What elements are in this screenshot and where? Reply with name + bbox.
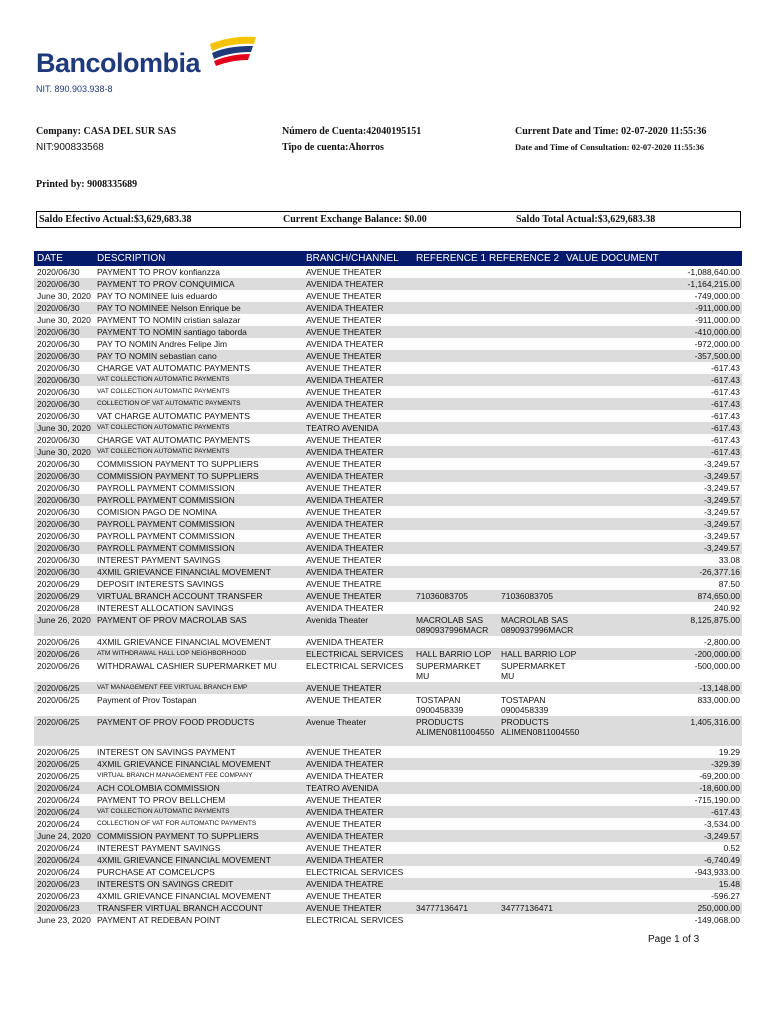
cell-branch: AVENUE THEATER	[306, 819, 382, 829]
cell-branch: Avenue Theater	[306, 717, 367, 727]
cell-value: -617.43	[711, 375, 740, 385]
cell-date: 2020/06/29	[37, 591, 80, 601]
cell-reference-1: TOSTAPAN 0900458339	[416, 695, 464, 715]
cell-description: INTEREST ON SAVINGS PAYMENT	[97, 747, 236, 757]
table-row	[34, 518, 742, 530]
cell-description: INTEREST ALLOCATION SAVINGS	[97, 603, 234, 613]
cell-date: 2020/06/30	[37, 387, 80, 397]
cell-reference-2: PRODUCTS ALIMEN0811004550	[501, 717, 580, 737]
cell-value: -617.43	[711, 447, 740, 457]
table-row	[34, 290, 742, 302]
cell-value: -18,600.00	[699, 783, 740, 793]
cell-branch: AVENIDA THEATER	[306, 831, 384, 841]
cell-branch: AVENUE THEATER	[306, 843, 382, 853]
cell-value: -3,249.57	[704, 519, 740, 529]
cell-value: -3,249.57	[704, 483, 740, 493]
cell-value: -357,500.00	[694, 351, 740, 361]
cell-date: 2020/06/23	[37, 891, 80, 901]
cell-date: June 26, 2020	[37, 615, 91, 625]
cell-date: 2020/06/30	[37, 519, 80, 529]
brand-name: Bancolombia	[36, 48, 201, 78]
cell-value: -972,000.00	[694, 339, 740, 349]
cell-description: 4XMIL GRIEVANCE FINANCIAL MOVEMENT	[97, 855, 271, 865]
cell-reference-2: TOSTAPAN 0900458339	[501, 695, 549, 715]
cell-reference-2: 71036083705	[501, 591, 554, 601]
cell-description: INTEREST PAYMENT SAVINGS	[97, 843, 221, 853]
cell-date: 2020/06/30	[37, 375, 80, 385]
cell-date: 2020/06/24	[37, 819, 80, 829]
cell-value: -3,249.57	[704, 531, 740, 541]
cell-branch: AVENIDA THEATER	[306, 471, 384, 481]
col-description: DESCRIPTION	[97, 253, 166, 264]
cell-branch: ELECTRICAL SERVICES	[306, 661, 404, 671]
cell-value: -3,249.57	[704, 471, 740, 481]
cell-value: -596.27	[711, 891, 740, 901]
account-type: Tipo de cuenta:Ahorros	[282, 142, 384, 153]
cell-description: VAT COLLECTION AUTOMATIC PAYMENTS	[97, 376, 230, 383]
cell-description: COLLECTION OF VAT AUTOMATIC PAYMENTS	[97, 400, 241, 407]
table-row	[34, 422, 742, 434]
cell-date: 2020/06/30	[37, 531, 80, 541]
cell-value: -617.43	[711, 387, 740, 397]
cell-description: ATM WITHDRAWAL HALL LOP NEIGHBORHOOD	[97, 650, 247, 657]
cell-date: 2020/06/24	[37, 783, 80, 793]
cell-description: PAY TO NOMIN Andres Felipe Jim	[97, 339, 228, 349]
cell-date: 2020/06/25	[37, 747, 80, 757]
cell-date: 2020/06/25	[37, 695, 80, 705]
cell-date: 2020/06/25	[37, 771, 80, 781]
cell-description: INTERESTS ON SAVINGS CREDIT	[97, 879, 234, 889]
consultation-datetime: Date and Time of Consultation: 02-07-2020 11:55:36	[515, 142, 705, 152]
cell-branch: TEATRO AVENIDA	[306, 783, 379, 793]
cell-branch: AVENUE THEATER	[306, 315, 382, 325]
table-row	[34, 554, 742, 566]
cell-branch: ELECTRICAL SERVICES	[306, 915, 404, 925]
cell-value: -3,249.57	[704, 831, 740, 841]
printed-by: Printed by: 9008335689	[36, 179, 138, 190]
cell-description: CHARGE VAT AUTOMATIC PAYMENTS	[97, 435, 250, 445]
cell-date: 2020/06/28	[37, 603, 80, 613]
cell-branch: AVENUE THEATER	[306, 387, 382, 397]
table-row	[34, 494, 742, 506]
cell-branch: AVENIDA THEATER	[306, 855, 384, 865]
cell-date: 2020/06/30	[37, 303, 80, 313]
cell-value: -3,249.57	[704, 459, 740, 469]
cell-date: 2020/06/30	[37, 435, 80, 445]
cell-date: 2020/06/30	[37, 399, 80, 409]
cell-description: PAYMENT TO NOMIN cristian salazar	[97, 315, 241, 325]
cell-date: 2020/06/30	[37, 459, 80, 469]
cell-description: PAYROLL PAYMENT COMMISSION	[97, 531, 235, 541]
col-value: VALUE	[566, 253, 599, 264]
table-row	[34, 818, 742, 830]
table-row	[34, 446, 742, 458]
table-row	[34, 614, 742, 636]
cell-date: 2020/06/24	[37, 807, 80, 817]
table-row	[34, 482, 742, 494]
cell-value: 874,650.00	[697, 591, 740, 601]
table-row	[34, 878, 742, 890]
cell-branch: AVENUE THEATER	[306, 747, 382, 757]
bank-nit: NIT. 890.903.938-8	[36, 84, 113, 94]
table-row	[34, 806, 742, 818]
cell-date: 2020/06/24	[37, 855, 80, 865]
table-row	[34, 758, 742, 770]
cell-branch: AVENUE THEATRE	[306, 579, 382, 589]
cell-reference-2: SUPERMARKET MU	[501, 661, 566, 681]
cell-description: PAYMENT TO PROV BELLCHEM	[97, 795, 226, 805]
cell-value: -69,200.00	[699, 771, 740, 781]
cell-description: VAT COLLECTION AUTOMATIC PAYMENTS	[97, 424, 230, 431]
cell-reference-2: HALL BARRIO LOP	[501, 649, 577, 659]
cell-description: VIRTUAL BRANCH MANAGEMENT FEE COMPANY	[97, 772, 253, 779]
cell-branch: AVENUE THEATER	[306, 483, 382, 493]
company-name: Company: CASA DEL SUR SAS	[36, 126, 177, 137]
table-row	[34, 902, 742, 914]
cell-value: -3,249.57	[704, 495, 740, 505]
cell-date: 2020/06/24	[37, 795, 80, 805]
cell-description: VAT MANAGEMENT FEE VIRTUAL BRANCH EMP	[97, 684, 248, 691]
table-row	[34, 350, 742, 362]
cell-branch: AVENUE THEATER	[306, 891, 382, 901]
cell-description: VIRTUAL BRANCH ACCOUNT TRANSFER	[97, 591, 263, 601]
transactions-table-body	[34, 266, 742, 926]
cell-branch: AVENUE THEATER	[306, 507, 382, 517]
table-row	[34, 782, 742, 794]
cell-branch: AVENIDA THEATER	[306, 807, 384, 817]
cell-description: COMMISSION PAYMENT TO SUPPLIERS	[97, 471, 259, 481]
cell-description: 4XMIL GRIEVANCE FINANCIAL MOVEMENT	[97, 637, 271, 647]
cell-branch: AVENIDA THEATER	[306, 339, 384, 349]
cell-date: June 30, 2020	[37, 447, 91, 457]
cell-date: 2020/06/30	[37, 351, 80, 361]
cell-date: 2020/06/30	[37, 495, 80, 505]
table-row	[34, 410, 742, 422]
table-row	[34, 326, 742, 338]
table-row	[34, 530, 742, 542]
cell-value: -911,000.00	[695, 315, 740, 325]
col-date: DATE	[37, 253, 63, 264]
table-row	[34, 660, 742, 682]
cell-date: 2020/06/24	[37, 867, 80, 877]
col-branch: BRANCH/CHANNEL	[306, 253, 399, 264]
cell-reference-1: 34777136471	[416, 903, 469, 913]
cell-description: CHARGE VAT AUTOMATIC PAYMENTS	[97, 363, 250, 373]
cell-date: 2020/06/23	[37, 879, 80, 889]
cell-description: PAYMENT TO PROV CONQUIMICA	[97, 279, 235, 289]
cell-branch: ELECTRICAL SERVICES	[306, 867, 404, 877]
cell-value: -1,164,215.00	[687, 279, 740, 289]
table-row	[34, 386, 742, 398]
cell-branch: AVENIDA THEATER	[306, 375, 384, 385]
cell-value: -617.43	[711, 411, 740, 421]
exchange-balance: Current Exchange Balance: $0.00	[283, 214, 427, 225]
cell-description: COMMISSION PAYMENT TO SUPPLIERS	[97, 831, 259, 841]
cell-description: INTEREST PAYMENT SAVINGS	[97, 555, 221, 565]
cell-date: 2020/06/25	[37, 717, 80, 727]
col-reference-1: REFERENCE 1	[416, 253, 487, 264]
cell-value: -500,000.00	[694, 661, 740, 671]
cell-value: -617.43	[711, 423, 740, 433]
cell-value: -3,534.00	[704, 819, 740, 829]
cell-description: 4XMIL GRIEVANCE FINANCIAL MOVEMENT	[97, 759, 271, 769]
table-row	[34, 506, 742, 518]
current-datetime: Current Date and Time: 02-07-2020 11:55:36	[515, 126, 707, 137]
cell-branch: AVENUE THEATER	[306, 555, 382, 565]
cell-branch: AVENIDA THEATER	[306, 303, 384, 313]
cell-reference-1: MACROLAB SAS 0890937996MACR	[416, 615, 489, 635]
cell-branch: Avenida Theater	[306, 615, 369, 625]
cell-date: 2020/06/26	[37, 637, 80, 647]
cell-branch: AVENUE THEATER	[306, 363, 382, 373]
table-row	[34, 648, 742, 660]
cell-branch: AVENIDA THEATER	[306, 447, 384, 457]
cell-description: WITHDRAWAL CASHIER SUPERMARKET MU	[97, 661, 277, 671]
cell-date: 2020/06/30	[37, 471, 80, 481]
table-row	[34, 314, 742, 326]
cell-description: VAT COLLECTION AUTOMATIC PAYMENTS	[97, 448, 230, 455]
cell-date: 2020/06/30	[37, 267, 80, 277]
table-row	[34, 578, 742, 590]
cell-date: June 30, 2020	[37, 423, 91, 433]
cell-description: PURCHASE AT COMCEL/CPS	[97, 867, 215, 877]
cell-value: -617.43	[711, 435, 740, 445]
table-row	[34, 854, 742, 866]
table-row	[34, 842, 742, 854]
cell-branch: AVENIDA THEATER	[306, 771, 384, 781]
cell-reference-2: 34777136471	[501, 903, 554, 913]
cell-branch: AVENUE THEATER	[306, 435, 382, 445]
table-row	[34, 434, 742, 446]
cell-value: -911,000.00	[695, 303, 740, 313]
cell-date: 2020/06/23	[37, 903, 80, 913]
cell-value: -329.39	[711, 759, 740, 769]
cell-date: 2020/06/30	[37, 411, 80, 421]
cell-date: 2020/06/30	[37, 327, 80, 337]
cell-branch: TEATRO AVENIDA	[306, 423, 379, 433]
cell-branch: AVENIDA THEATER	[306, 279, 384, 289]
cell-branch: AVENIDA THEATER	[306, 543, 384, 553]
cell-description: PAYROLL PAYMENT COMMISSION	[97, 483, 235, 493]
cell-date: 2020/06/30	[37, 339, 80, 349]
cell-value: -3,249.57	[704, 543, 740, 553]
cell-branch: AVENIDA THEATER	[306, 603, 384, 613]
cell-date: June 23, 2020	[37, 915, 91, 925]
cell-reference-1: HALL BARRIO LOP	[416, 649, 492, 659]
cell-reference-2: MACROLAB SAS 0890937996MACR	[501, 615, 574, 635]
table-row	[34, 770, 742, 782]
total-balance: Saldo Total Actual:$3,629,683.38	[516, 214, 656, 225]
cell-value: 87.50	[718, 579, 740, 589]
cell-branch: AVENUE THEATER	[306, 695, 382, 705]
cell-description: COMISION PAGO DE NOMINA	[97, 507, 217, 517]
cell-date: 2020/06/25	[37, 759, 80, 769]
table-row	[34, 302, 742, 314]
table-row	[34, 566, 742, 578]
cell-description: PAYMENT TO NOMIN santiago taborda	[97, 327, 247, 337]
cell-description: VAT COLLECTION AUTOMATIC PAYMENTS	[97, 388, 230, 395]
table-row	[34, 890, 742, 902]
table-row	[34, 866, 742, 878]
cell-branch: ELECTRICAL SERVICES	[306, 649, 404, 659]
table-row	[34, 362, 742, 374]
cell-value: 833,000.00	[697, 695, 740, 705]
cell-value: -943,933.00	[694, 867, 740, 877]
cell-branch: AVENUE THEATER	[306, 903, 382, 913]
cell-value: -26,377.16	[699, 567, 740, 577]
table-row	[34, 694, 742, 716]
cell-reference-1: PRODUCTS ALIMEN0811004550	[416, 717, 495, 737]
cell-reference-1: 71036083705	[416, 591, 469, 601]
col-document: DOCUMENT	[601, 253, 659, 264]
cell-branch: AVENUE THEATER	[306, 591, 382, 601]
cell-value: -13,148.00	[699, 683, 740, 693]
cell-branch: AVENUE THEATER	[306, 459, 382, 469]
table-row	[34, 636, 742, 648]
cell-description: VAT COLLECTION AUTOMATIC PAYMENTS	[97, 808, 230, 815]
bancolombia-flag-icon	[200, 36, 262, 72]
cell-description: PAY TO NOMINEE luis eduardo	[97, 291, 218, 301]
cell-date: 2020/06/30	[37, 543, 80, 553]
cell-branch: AVENUE THEATER	[306, 351, 382, 361]
cell-value: 240.92	[714, 603, 740, 613]
cell-branch: AVENIDA THEATRE	[306, 879, 384, 889]
cell-description: COLLECTION OF VAT FOR AUTOMATIC PAYMENTS	[97, 820, 257, 827]
effective-balance: Saldo Efectivo Actual:$3,629,683.38	[39, 214, 192, 225]
cell-value: 19.29	[718, 747, 740, 757]
cell-date: 2020/06/29	[37, 579, 80, 589]
cell-date: 2020/06/26	[37, 649, 80, 659]
page-number: Page 1 of 3	[648, 934, 700, 945]
transactions-table-header	[34, 251, 742, 266]
cell-description: 4XMIL GRIEVANCE FINANCIAL MOVEMENT	[97, 567, 271, 577]
cell-date: June 24, 2020	[37, 831, 91, 841]
cell-description: PAYMENT TO PROV konfianzza	[97, 267, 220, 277]
cell-description: PAYROLL PAYMENT COMMISSION	[97, 543, 235, 553]
table-row	[34, 602, 742, 614]
table-row	[34, 746, 742, 758]
cell-value: 33.08	[718, 555, 740, 565]
cell-description: PAYROLL PAYMENT COMMISSION	[97, 495, 235, 505]
cell-description: VAT CHARGE AUTOMATIC PAYMENTS	[97, 411, 250, 421]
cell-value: -149,068.00	[694, 915, 740, 925]
cell-value: -6,740.49	[704, 855, 740, 865]
table-row	[34, 794, 742, 806]
cell-description: TRANSFER VIRTUAL BRANCH ACCOUNT	[97, 903, 263, 913]
cell-date: 2020/06/30	[37, 363, 80, 373]
cell-branch: AVENUE THEATER	[306, 683, 382, 693]
cell-branch: AVENUE THEATER	[306, 327, 382, 337]
table-row	[34, 278, 742, 290]
cell-branch: AVENIDA THEATER	[306, 519, 384, 529]
cell-description: ACH COLOMBIA COMMISSION	[97, 783, 220, 793]
cell-description: PAYROLL PAYMENT COMMISSION	[97, 519, 235, 529]
cell-description: PAY TO NOMIN sebastian cano	[97, 351, 217, 361]
cell-branch: AVENIDA THEATER	[306, 637, 384, 647]
cell-date: June 30, 2020	[37, 315, 91, 325]
cell-date: 2020/06/24	[37, 843, 80, 853]
cell-date: June 30, 2020	[37, 291, 91, 301]
cell-value: -617.43	[711, 363, 740, 373]
bank-logo	[36, 50, 200, 77]
balance-summary	[36, 211, 741, 228]
table-row	[34, 470, 742, 482]
cell-reference-1: SUPERMARKET MU	[416, 661, 481, 681]
cell-date: 2020/06/25	[37, 683, 80, 693]
cell-value: -715,190.00	[694, 795, 740, 805]
cell-date: 2020/06/30	[37, 507, 80, 517]
cell-value: -2,800.00	[704, 637, 740, 647]
cell-branch: AVENIDA THEATER	[306, 495, 384, 505]
cell-value: 0.52	[723, 843, 740, 853]
cell-date: 2020/06/30	[37, 279, 80, 289]
cell-value: 8,125,875.00	[690, 615, 740, 625]
table-row	[34, 458, 742, 470]
table-row	[34, 830, 742, 842]
cell-value: 250,000.00	[697, 903, 740, 913]
table-row	[34, 266, 742, 278]
cell-branch: AVENUE THEATER	[306, 267, 382, 277]
table-row	[34, 716, 742, 746]
cell-value: 15.48	[718, 879, 740, 889]
cell-date: 2020/06/26	[37, 661, 80, 671]
cell-description: PAY TO NOMINEE Nelson Enrique be	[97, 303, 241, 313]
company-nit: NIT:900833568	[36, 142, 104, 153]
cell-date: 2020/06/30	[37, 567, 80, 577]
cell-description: Payment of Prov Tostapan	[97, 695, 197, 705]
table-row	[34, 542, 742, 554]
cell-value: -1,088,640.00	[687, 267, 740, 277]
table-row	[34, 398, 742, 410]
cell-value: 1,405,316.00	[690, 717, 740, 727]
cell-branch: AVENUE THEATER	[306, 531, 382, 541]
cell-value: -3,249.57	[704, 507, 740, 517]
cell-branch: AVENUE THEATER	[306, 291, 382, 301]
cell-description: COMMISSION PAYMENT TO SUPPLIERS	[97, 459, 259, 469]
account-number: Número de Cuenta:42040195151	[282, 126, 422, 137]
col-reference-2: REFERENCE 2	[489, 253, 560, 264]
table-row	[34, 374, 742, 386]
cell-description: DEPOSIT INTERESTS SAVINGS	[97, 579, 224, 589]
table-row	[34, 914, 742, 926]
cell-value: -410,000.00	[694, 327, 740, 337]
table-row	[34, 682, 742, 694]
cell-branch: AVENIDA THEATER	[306, 759, 384, 769]
cell-description: PAYMENT OF PROV MACROLAB SAS	[97, 615, 247, 625]
cell-branch: AVENIDA THEATER	[306, 399, 384, 409]
table-row	[34, 590, 742, 602]
cell-value: -617.43	[711, 807, 740, 817]
cell-branch: AVENUE THEATER	[306, 411, 382, 421]
cell-branch: AVENIDA THEATER	[306, 567, 384, 577]
cell-description: PAYMENT OF PROV FOOD PRODUCTS	[97, 717, 255, 727]
cell-value: -200,000.00	[694, 649, 740, 659]
cell-description: PAYMENT AT REDEBAN POINT	[97, 915, 221, 925]
cell-date: 2020/06/30	[37, 555, 80, 565]
cell-value: -617.43	[711, 399, 740, 409]
cell-value: -749,000.00	[694, 291, 740, 301]
cell-description: 4XMIL GRIEVANCE FINANCIAL MOVEMENT	[97, 891, 271, 901]
cell-branch: AVENUE THEATER	[306, 795, 382, 805]
table-row	[34, 338, 742, 350]
cell-date: 2020/06/30	[37, 483, 80, 493]
